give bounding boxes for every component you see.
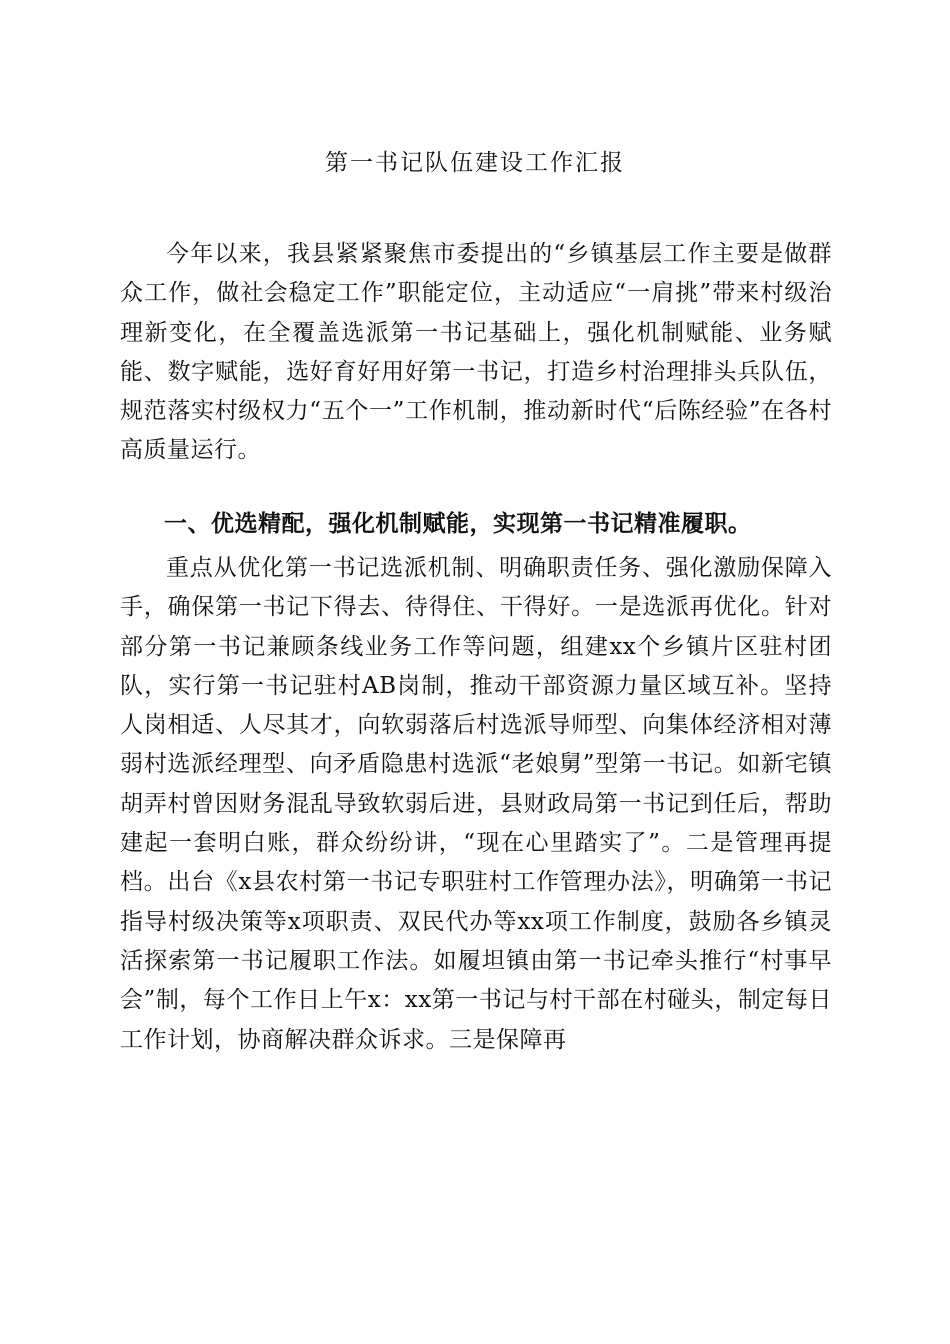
section-1-paragraph: 重点从优化第一书记选派机制、明确职责任务、强化激励保障入手，确保第一书记下得去、待得住、干得好。一是选派再优化。针对部分第一书记兼顾条线业务工作等问题，组建xx个乡镇片区驻村团队，实行第一书记驻村AB岗制，推动干部资源力量区域互补。坚持人岗相适、人尽其才，向软弱落后村选派导师型、向集体经济相对薄弱村选派经理型、向矛盾隐患村选派“老娘舅”型第一书记。如新宅镇胡弄村曾因财务混乱导致软弱后进，县财政局第一书记到任后，帮助建起一套明白账，群众纷纷讲，“现在心里踏实了”。二是管理再提档。出台《x县农村第一书记专职驻村工作管理办法》，明确第一书记指导村级决策等x项职责、双民代办等xx项工作制度，鼓励各乡镇灵活探索第一书记履职工作法。如履坦镇由第一书记牵头推行“村事早会”制，每个工作日上午x：xx第一书记与村干部在村碰头，制定每日工作计划，协商解决群众诉求。三是保障再	[120, 555, 832, 1053]
intro-paragraph: 今年以来，我县紧紧聚焦市委提出的“乡镇基层工作主要是做群众工作，做社会稳定工作”职能定位，主动适应“一肩挑”带来村级治理新变化，在全覆盖选派第一书记基础上，强化机制赋能、业务赋能、数字赋能，选好育好用好第一书记，打造乡村治理排头兵队伍，规范落实村级权力“五个一”工作机制，推动新时代“后陈经验”在各村高质量运行。	[120, 241, 832, 464]
document-title: 第一书记队伍建设工作汇报	[325, 150, 625, 176]
section-heading-1: 一、优选精配，强化机制赋能，实现第一书记精准履职。	[164, 511, 752, 537]
